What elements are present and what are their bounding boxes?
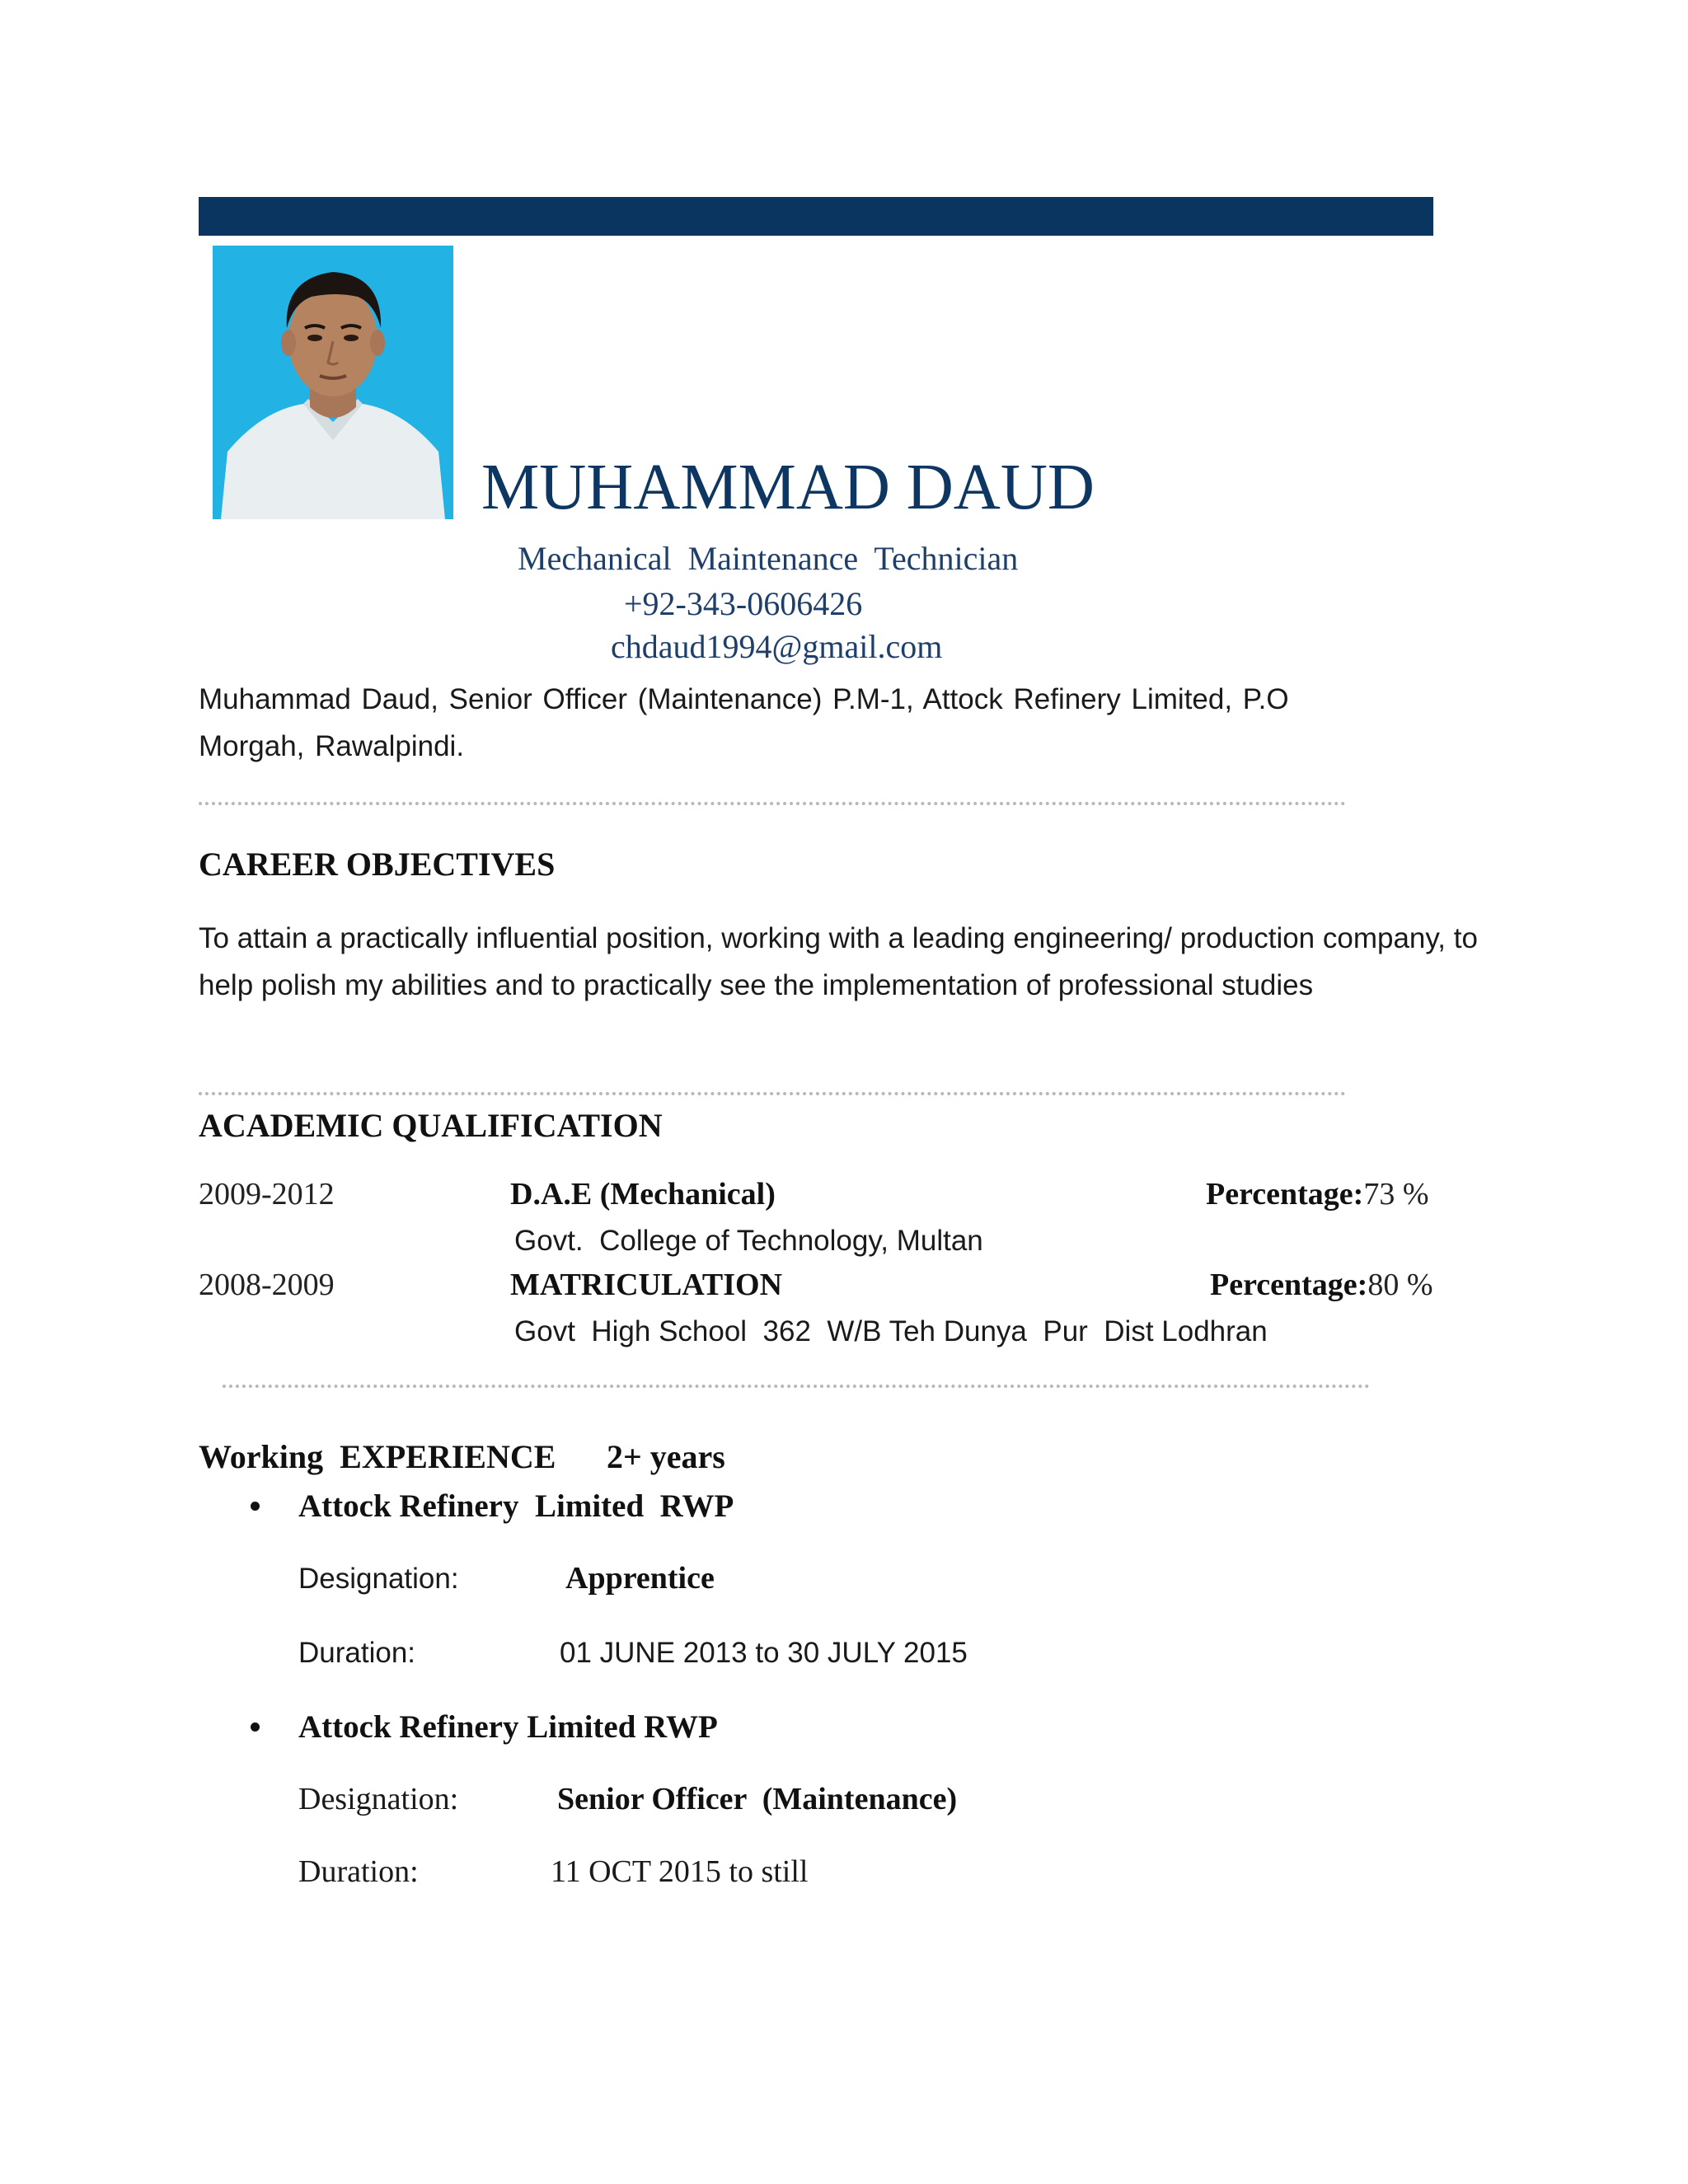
duration-value: 01 JUNE 2013 to 30 JULY 2015 [560,1637,968,1669]
qualification-degree: D.A.E (Mechanical) [510,1177,776,1212]
designation-value: Senior Officer (Maintenance) [557,1782,958,1816]
job-title: Mechanical Maintenance Technician [518,540,1019,577]
duration-value: 11 OCT 2015 to still [551,1854,809,1889]
academic-qualification-heading: ACADEMIC QUALIFICATION [199,1107,663,1144]
phone-number: +92-343-0606426 [624,585,863,622]
qualification-institution: Govt High School 362 W/B Teh Dunya Pur Dist Lodhran [514,1315,1268,1347]
working-experience-heading: Working EXPERIENCE [199,1438,556,1475]
duration-label: Duration: [298,1854,419,1889]
bullet-icon [251,1502,260,1511]
qualification-degree: MATRICULATION [510,1268,783,1302]
designation-label: Designation: [298,1563,459,1595]
employer-name: Attock Refinery Limited RWP [298,1488,734,1524]
qualification-years: 2009-2012 [199,1177,335,1212]
employer-name: Attock Refinery Limited RWP [298,1709,718,1745]
duration-label: Duration: [298,1637,416,1669]
section-divider [223,1385,1370,1388]
profile-photo [213,246,453,519]
qualification-years: 2008-2009 [199,1268,335,1302]
percentage-label: Percentage: [1210,1268,1368,1302]
postal-address: Muhammad Daud, Senior Officer (Maintenance) P.M-1, Attock Refinery Limited, P.O Morgah, Rawalpindi. [199,683,1289,762]
career-objectives-text: To attain a practically influential position, working with a leading engineering/ production company, to help polish my abilities and to practically see the implementation of professional studies [199,922,1478,1001]
designation-value: Apprentice [565,1561,715,1596]
section-divider [199,802,1346,805]
qualification-institution: Govt. College of Technology, Multan [514,1225,983,1257]
person-portrait-icon [213,246,453,519]
percentage-label: Percentage: [1206,1177,1364,1212]
experience-total: 2+ years [607,1438,725,1475]
percentage-value: 80 % [1367,1268,1433,1302]
section-divider [199,1092,1346,1095]
qualification-percentage [1210,1269,1432,1301]
qualification-percentage [1206,1179,1428,1210]
header-bar [199,197,1433,236]
percentage-value: 73 % [1363,1177,1429,1212]
career-objectives-heading: CAREER OBJECTIVES [199,846,556,883]
email-address[interactable]: chdaud1994@gmail.com [611,628,943,665]
designation-label: Designation: [298,1782,459,1816]
bullet-icon [251,1722,260,1732]
candidate-name: MUHAMMAD DAUD [481,452,1095,523]
